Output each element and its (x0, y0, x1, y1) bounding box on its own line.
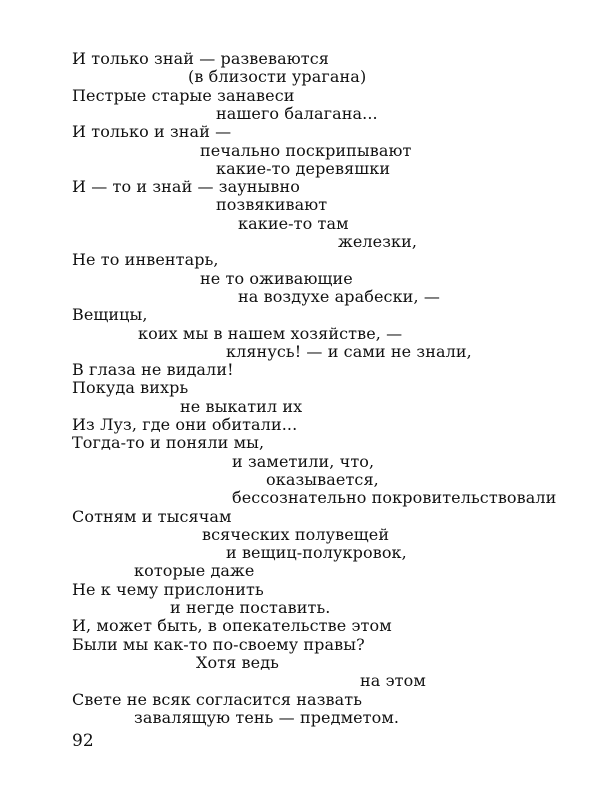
poem-line: и вещиц-полукровок, (226, 543, 407, 563)
poem-line: Вещицы, (72, 305, 148, 325)
poem-line: железки, (338, 232, 418, 251)
poem-line: Не то инвентарь, (72, 250, 219, 270)
poem-line: (в близости урагана) (188, 67, 367, 87)
page-number: 92 (72, 731, 94, 751)
poem-line: не выкатил их (180, 396, 303, 416)
poem-line: на этом (360, 671, 426, 691)
poem-line: которые даже (134, 561, 255, 581)
poem-line: коих мы в нашем хозяйстве, — (138, 323, 403, 343)
poem-line: И только и знай — (72, 122, 232, 142)
poem-line: Не к чему прислонить (72, 579, 264, 599)
poem-line: и заметили, что, (232, 451, 375, 471)
poem-line: Тогда-то и поняли мы, (72, 433, 265, 453)
poem-line: и негде поставить. (170, 598, 331, 617)
poem-line: И, может быть, в опекательстве этом (72, 616, 392, 636)
poem-line: И только знай — развеваются (72, 49, 329, 68)
poem-line: Были мы как-то по-своему правы? (72, 634, 365, 654)
poem-line: Покуда вихрь (72, 378, 189, 398)
poem-line: какие-то деревяшки (216, 158, 391, 178)
poem-line: оказывается, (266, 469, 379, 489)
poem-line: Сотням и тысячам (72, 506, 232, 526)
poem-line: В глаза не видали! (72, 360, 234, 380)
poem-line: Хотя ведь (196, 652, 279, 672)
poem-line: всяческих полувещей (202, 524, 390, 544)
poem-line: Из Луз, где они обитали... (72, 415, 298, 434)
poem-line: Свете не всяк согласится назвать (72, 689, 363, 709)
poem-line: бессознательно покровительствовали (232, 488, 557, 508)
poem-line: позвякивают (216, 195, 328, 215)
poem-line: какие-то там (238, 213, 349, 233)
poem-line: не то оживающие (200, 268, 353, 288)
poem-line: клянусь! — и сами не знали, (226, 341, 472, 361)
poem-line: завалящую тень — предметом. (134, 707, 400, 727)
poem-line: И — то и знай — заунывно (72, 177, 300, 197)
poem-line: Пестрые старые занавеси (72, 85, 295, 105)
poem-line: на воздухе арабески, — (238, 286, 440, 306)
poem-line: печально поскрипывают (200, 140, 412, 160)
poem-line: нашего балагана... (216, 103, 378, 123)
